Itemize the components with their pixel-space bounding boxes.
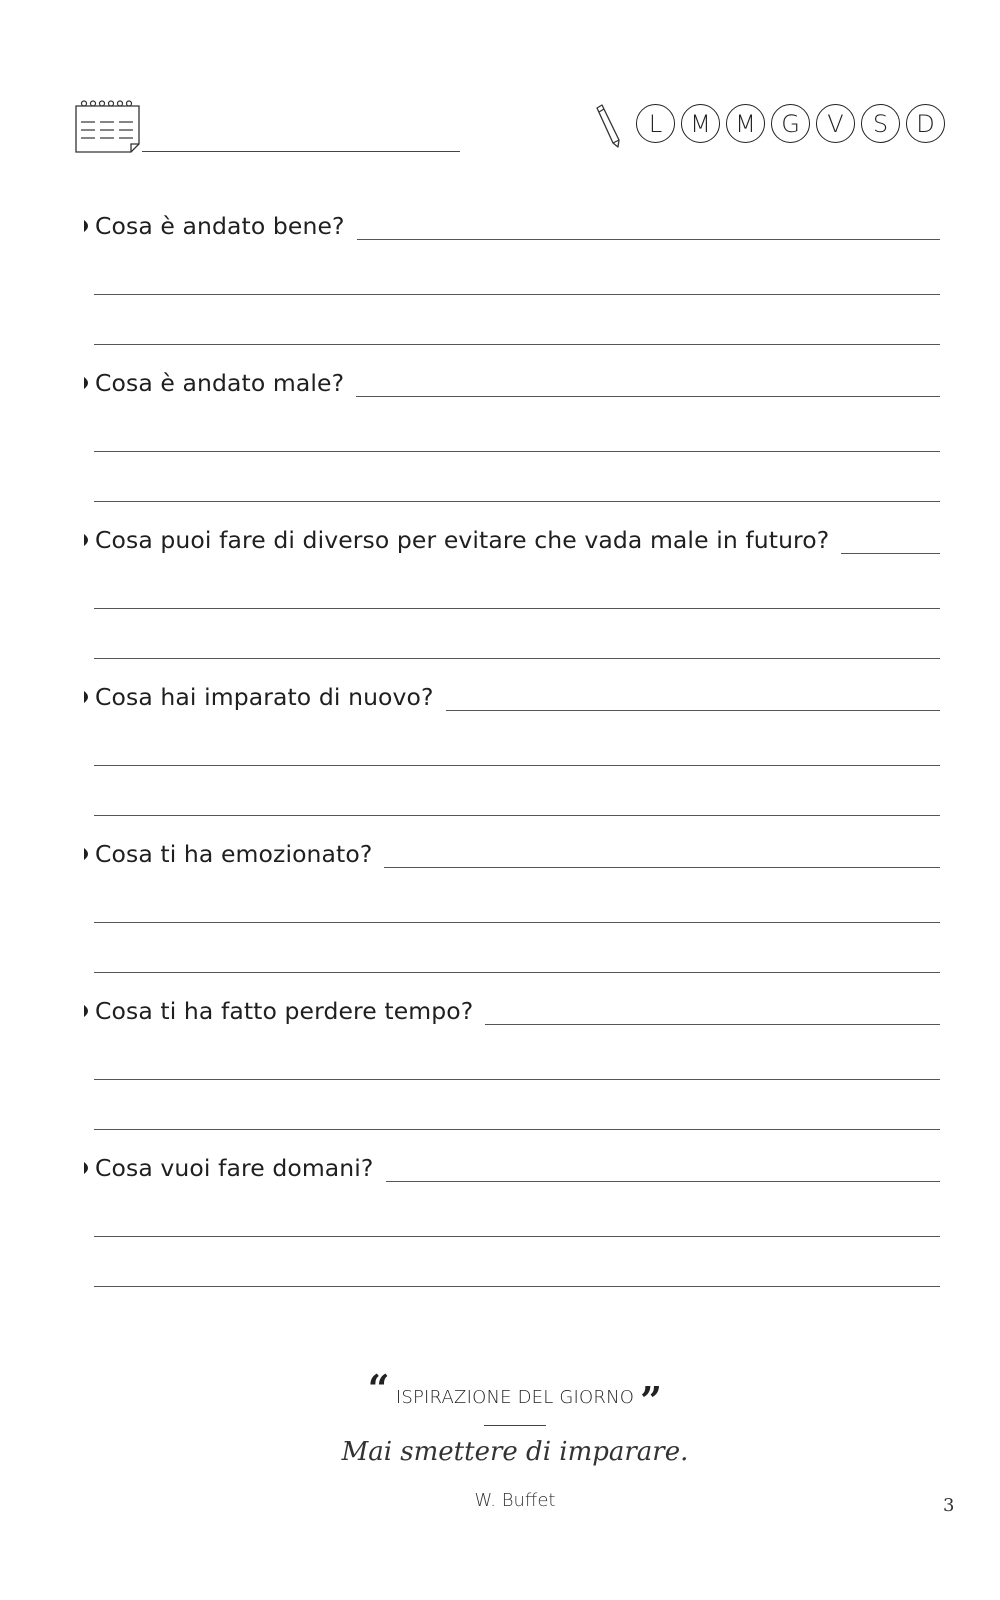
quote-author: W. Buffet	[474, 1490, 556, 1511]
question-label: Cosa ti ha emozionato?	[95, 840, 373, 868]
date-field-line[interactable]	[142, 151, 460, 152]
answer-line[interactable]	[446, 710, 940, 711]
answer-line[interactable]	[94, 1079, 940, 1080]
bullet-icon	[82, 846, 93, 862]
bullet-icon	[82, 375, 93, 391]
answer-line[interactable]	[94, 344, 940, 345]
answer-line[interactable]	[94, 972, 940, 973]
question-block	[82, 520, 940, 659]
answer-line[interactable]	[384, 867, 940, 868]
close-quote-icon: ”	[640, 1378, 663, 1423]
question-block	[82, 834, 940, 973]
bullet-icon	[82, 689, 93, 705]
weekday-monday[interactable]: L	[636, 104, 675, 143]
quote-text: Mai smettere di imparare.	[341, 1437, 689, 1467]
page-number: 3	[943, 1495, 955, 1516]
weekday-tuesday[interactable]: M	[681, 104, 720, 143]
question-label: Cosa è andato bene?	[95, 212, 345, 240]
question-block	[82, 1148, 940, 1287]
weekday-sunday[interactable]: D	[906, 104, 945, 143]
bullet-icon	[82, 1003, 93, 1019]
pencil-icon	[595, 104, 621, 148]
weekday-thursday[interactable]: G	[771, 104, 810, 143]
quote-title: ISPIRAZIONE DEL GIORNO	[395, 1386, 635, 1408]
question-block	[82, 677, 940, 816]
answer-line[interactable]	[94, 1129, 940, 1130]
answer-line[interactable]	[94, 765, 940, 766]
quote-divider	[484, 1425, 546, 1426]
question-label: Cosa hai imparato di nuovo?	[95, 683, 434, 711]
bullet-icon	[82, 1160, 93, 1176]
question-block	[82, 206, 940, 345]
weekday-friday[interactable]: V	[816, 104, 855, 143]
open-quote-icon: “	[367, 1366, 390, 1411]
bullet-icon	[82, 532, 93, 548]
question-block	[82, 991, 940, 1130]
answer-line[interactable]	[94, 451, 940, 452]
answer-line[interactable]	[386, 1181, 940, 1182]
calendar-icon	[75, 100, 143, 154]
answer-line[interactable]	[94, 1236, 940, 1237]
answer-line[interactable]	[94, 1286, 940, 1287]
question-label: Cosa vuoi fare domani?	[95, 1154, 374, 1182]
answer-line[interactable]	[356, 396, 940, 397]
answer-line[interactable]	[94, 922, 940, 923]
weekday-saturday[interactable]: S	[861, 104, 900, 143]
answer-line[interactable]	[94, 608, 940, 609]
answer-line[interactable]	[485, 1024, 940, 1025]
answer-line[interactable]	[94, 815, 940, 816]
question-block	[82, 363, 940, 502]
answer-line[interactable]	[357, 239, 940, 240]
answer-line[interactable]	[94, 294, 940, 295]
question-label: Cosa puoi fare di diverso per evitare che vada male in futuro?	[95, 526, 830, 554]
bullet-icon	[82, 218, 93, 234]
weekday-wednesday[interactable]: M	[726, 104, 765, 143]
question-label: Cosa è andato male?	[95, 369, 345, 397]
answer-line[interactable]	[94, 658, 940, 659]
weekday-selector	[636, 104, 945, 143]
answer-line[interactable]	[841, 553, 940, 554]
answer-line[interactable]	[94, 501, 940, 502]
question-label: Cosa ti ha fatto perdere tempo?	[95, 997, 474, 1025]
quote-header	[0, 1366, 1000, 1423]
